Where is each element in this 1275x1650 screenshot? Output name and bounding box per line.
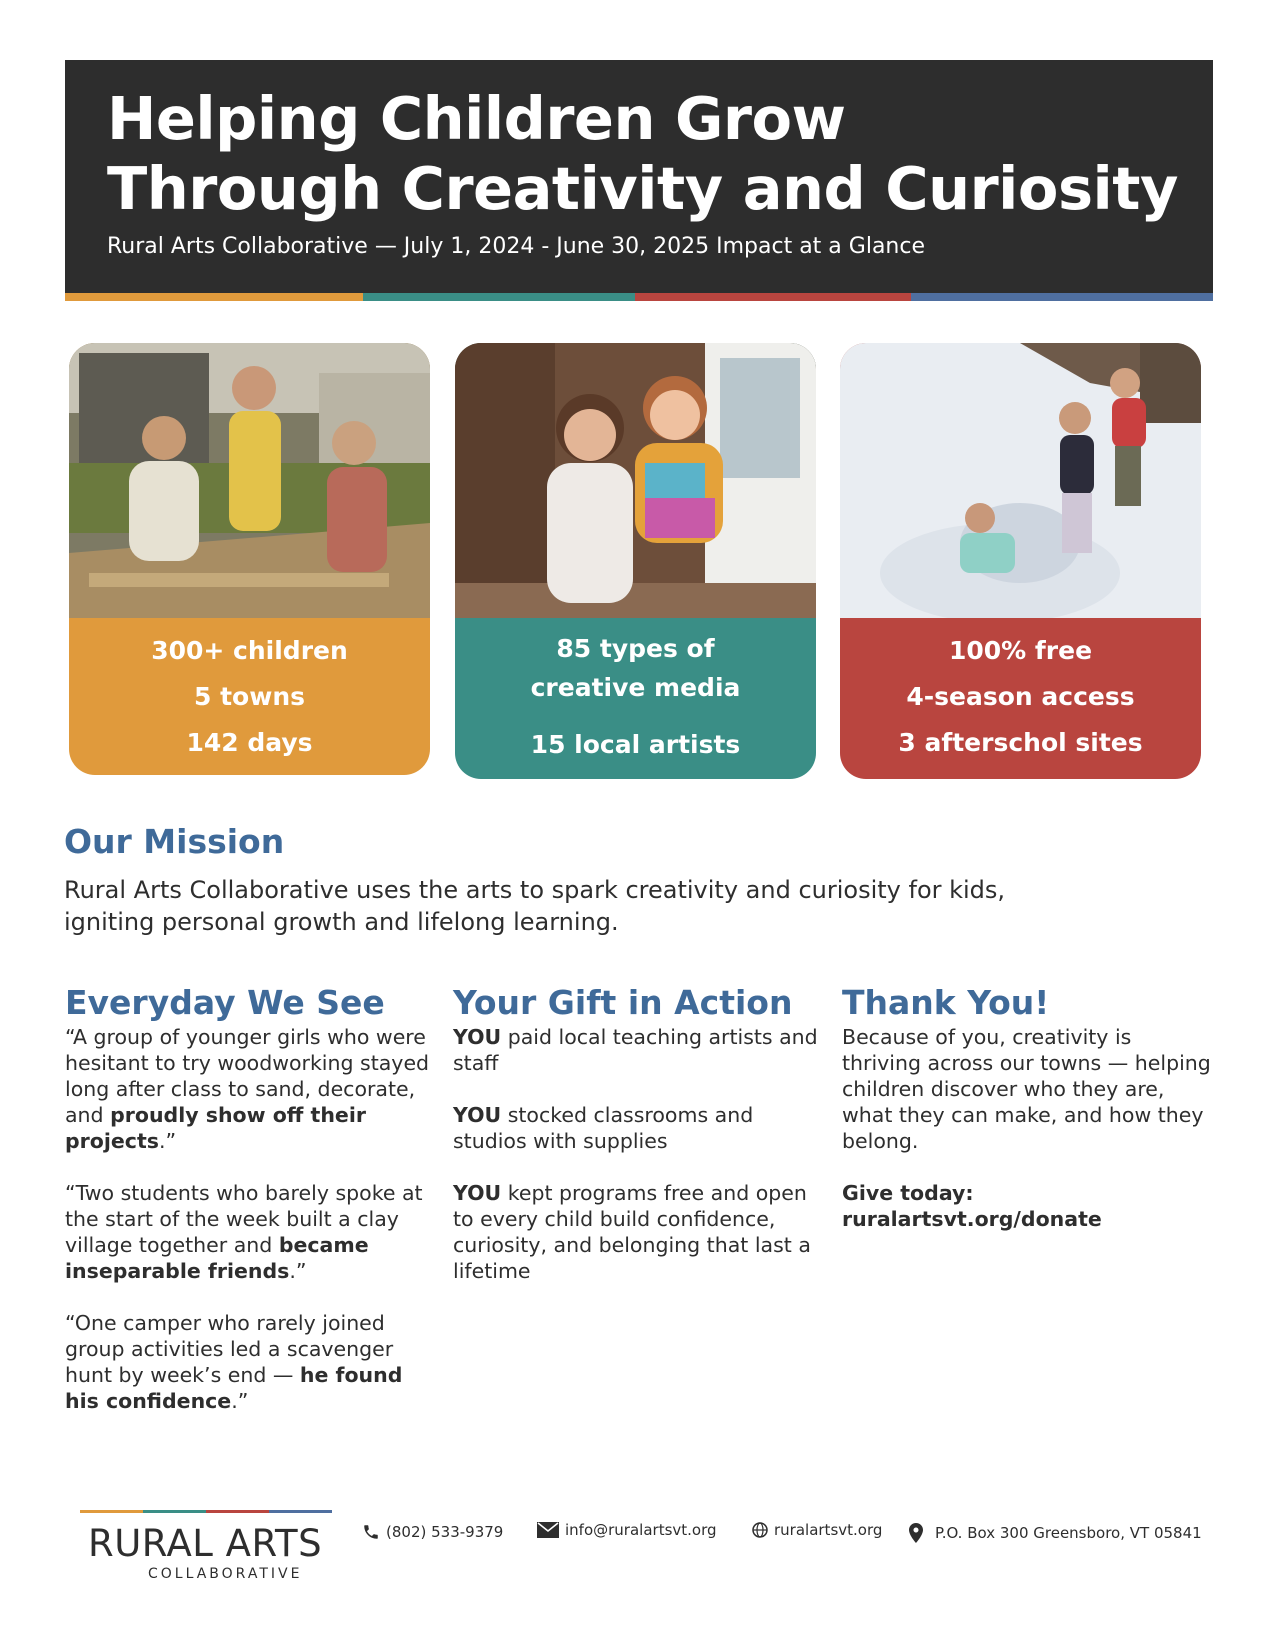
everyday-column [65,982,435,1414]
stat-card-children [69,343,430,775]
stat-media-line1: 85 types of [556,634,715,663]
stat-card-free [840,343,1201,779]
gift-you-1: YOU [453,1025,502,1049]
logo-bar-blue [269,1510,332,1513]
gift-heading: Your Gift in Action [453,983,793,1022]
mailing-address: P.O. Box 300 Greensboro, VT 05841 [935,1524,1202,1542]
gift-3-text: kept programs free and open to every child build confidence, curiosity, and belonging that last a lifetime [453,1181,811,1283]
quote-1-end: .” [158,1129,177,1153]
contact-phone[interactable] [362,1523,503,1541]
photo-woodworking [69,343,430,618]
logo-wordmark: RURAL ARTS [88,1522,323,1565]
gift-you-3: YOU [453,1181,502,1205]
stripe-blue [911,293,1213,301]
gift-item-teaching [453,1024,823,1076]
phone-number: (802) 533-9379 [386,1523,504,1541]
stat-card-media [455,343,816,779]
stripe-orange [65,293,363,301]
footer-logo [80,1510,332,1582]
stats-panel-orange [69,618,430,775]
quote-2-text: “Two students who barely spoke at the start of the week built a clay village together and [65,1181,423,1257]
gift-column [453,982,823,1284]
logo-bar-orange [80,1510,143,1513]
quote-2-end: .” [289,1259,307,1283]
quote-3-text: “One camper who rarely joined group activities led a scavenger hunt by week’s end — [65,1311,394,1387]
thanks-column [842,982,1212,1232]
logo-bar-red [206,1510,269,1513]
quote-2-highlight: became inseparable friends [65,1233,369,1283]
everyday-heading: Everyday We See [65,983,385,1022]
phone-icon [362,1523,380,1541]
title-line-1: Helping Children Grow [107,84,846,153]
page-subtitle: Rural Arts Collaborative — July 1, 2024 - June 30, 2025 Impact at a Glance [107,234,925,259]
quote-3-highlight: he found his confidence [65,1363,403,1413]
donate-call-to-action[interactable] [842,1180,1212,1232]
thanks-body: Because of you, creativity is thriving across our towns — helping children discover who they are, what they can make, and how they belong. [842,1025,1211,1153]
title-line-2: Through Creativity and Curiosity [107,154,1178,223]
page-title [107,84,1178,224]
gift-you-2: YOU [453,1103,502,1127]
stripe-teal [363,293,635,301]
quote-scavenger-hunt [65,1310,435,1414]
mail-icon [537,1522,559,1538]
contact-address [909,1523,1202,1543]
mission-line-2: igniting personal growth and lifelong learning. [64,908,619,936]
website-url: ruralartsvt.org [774,1521,883,1539]
gift-item-programs [453,1180,823,1284]
contact-website[interactable] [752,1521,882,1539]
logo-bar-teal [143,1510,206,1513]
photo-art-class [455,343,816,618]
stats-panel-red [840,618,1201,779]
stat-media-line2: creative media [530,673,741,702]
stat-days: 142 days [186,728,313,757]
mission-heading: Our Mission [64,822,285,861]
logo-subtitle: COLLABORATIVE [148,1566,303,1582]
gift-item-supplies [453,1102,823,1154]
stat-season: 4-season access [906,682,1135,711]
stat-children: 300+ children [151,636,348,665]
stripe-red [635,293,911,301]
header-banner [65,60,1213,293]
stats-panel-teal [455,618,816,779]
mission-line-1: Rural Arts Collaborative uses the arts to spark creativity and curiosity for kids, [64,876,1006,904]
quote-clay-village [65,1180,435,1284]
contact-email[interactable] [537,1521,717,1539]
thanks-heading: Thank You! [842,983,1050,1022]
quote-1-highlight: proudly show off their projects [65,1103,366,1153]
email-address: info@ruralartsvt.org [565,1521,717,1539]
gift-2-text: stocked classrooms and studios with supplies [453,1103,754,1153]
stat-towns: 5 towns [194,682,305,711]
photo-snow-fort [840,343,1201,618]
quote-woodworking [65,1024,435,1154]
quote-3-end: .” [231,1389,249,1413]
donate-link[interactable]: Give today: ruralartsvt.org/donate [842,1181,1102,1231]
location-pin-icon [909,1523,923,1543]
gift-1-text: paid local teaching artists and staff [453,1025,818,1075]
globe-icon [752,1522,768,1538]
stat-sites: 3 afterschol sites [898,728,1143,757]
quote-1-text: “A group of younger girls who were hesitant to try woodworking stayed long after class to sand, decorate, and [65,1025,430,1127]
stat-free: 100% free [948,636,1093,665]
mission-statement [64,874,1024,938]
stat-artists: 15 local artists [530,730,741,759]
